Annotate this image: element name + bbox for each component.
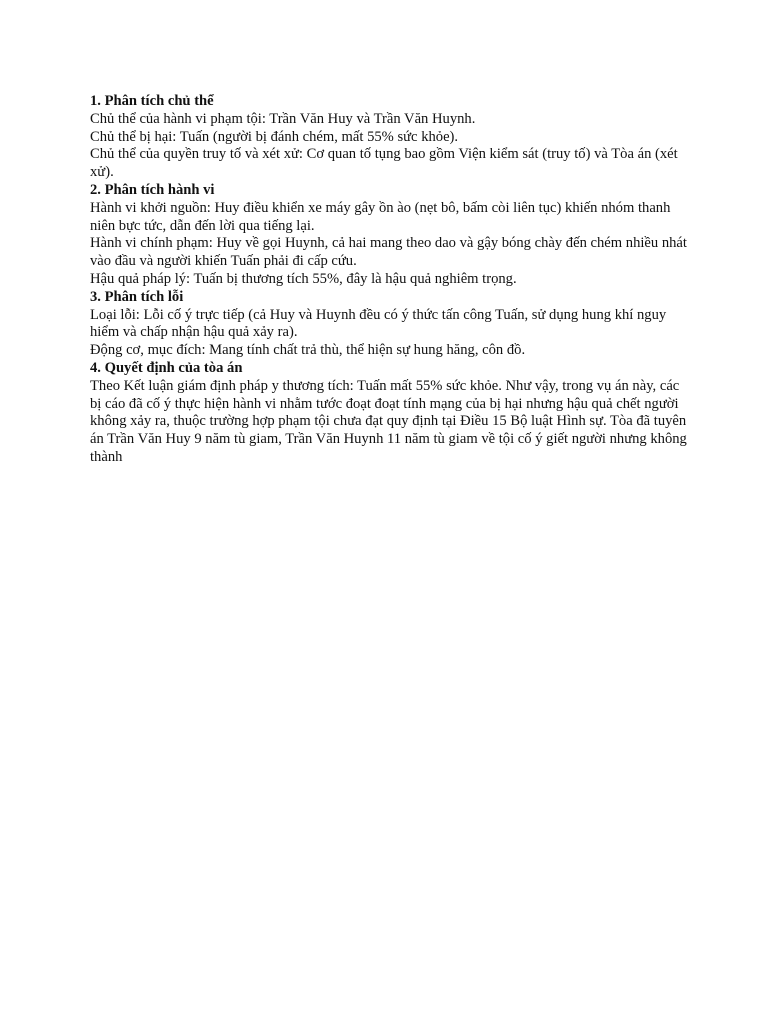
section-heading-court-decision: 4. Quyết định của tòa án (90, 359, 243, 376)
paragraph-motive: Động cơ, mục đích: Mang tính chất trả thù, thể hiện sự hung hăng, côn đồ. (90, 342, 526, 359)
paragraph-fault-type: Loại lỗi: Lỗi cố ý trực tiếp (cả Huy và Huynh đều có ý thức tấn công Tuấn, sử dụng hung khí nguy hiểm và chấp nhận hậu quả xảy ra). (90, 306, 667, 341)
section-heading-subjects: 1. Phân tích chủ thể (90, 93, 214, 109)
paragraph-prosecution: Chủ thể của quyền truy tố và xét xử: Cơ quan tố tụng bao gồm Viện kiểm sát (truy tố) và Tòa án (xét xử). (90, 146, 678, 181)
paragraph-legal-consequence: Hậu quả pháp lý: Tuấn bị thương tích 55%, đây là hậu quả nghiêm trọng. (90, 270, 517, 287)
document-body (90, 93, 690, 467)
section-heading-fault: 3. Phân tích lỗi (90, 288, 184, 305)
paragraph-court-decision: Theo Kết luận giám định pháp y thương tích: Tuấn mất 55% sức khỏe. Như vậy, trong vụ án này, các bị cáo đã cố ý thực hiện hành vi nhằm tước đoạt đoạt tính mạng của bị hại nhưng hậu quả chết người không xảy ra, thuộc trường hợp phạm tội chưa đạt quy định tại Điều 15 Bộ luật Hình sự. Tòa đã tuyên án Trần Văn Huy 9 năm tù giam, Trần Văn Huynh 11 năm tù giam về tội cố ý giết người nhưng không thành (90, 377, 687, 465)
paragraph-origin-behavior: Hành vi khởi nguồn: Huy điều khiển xe máy gây ồn ào (nẹt bô, bấm còi liên tục) khiến nhóm thanh niên bực tức, dẫn đến lời qua tiếng lại. (90, 199, 671, 234)
paragraph-victim: Chủ thể bị hại: Tuấn (người bị đánh chém, mất 55% sức khỏe). (90, 128, 459, 145)
paragraph-main-behavior: Hành vi chính phạm: Huy về gọi Huynh, cả hai mang theo dao và gậy bóng chày đến chém nhiều nhát vào đầu và người khiến Tuấn phải đi cấp cứu. (90, 235, 687, 270)
paragraph-offenders: Chủ thể của hành vi phạm tội: Trần Văn Huy và Trần Văn Huynh. (90, 110, 476, 127)
section-heading-behavior: 2. Phân tích hành vi (90, 181, 215, 198)
